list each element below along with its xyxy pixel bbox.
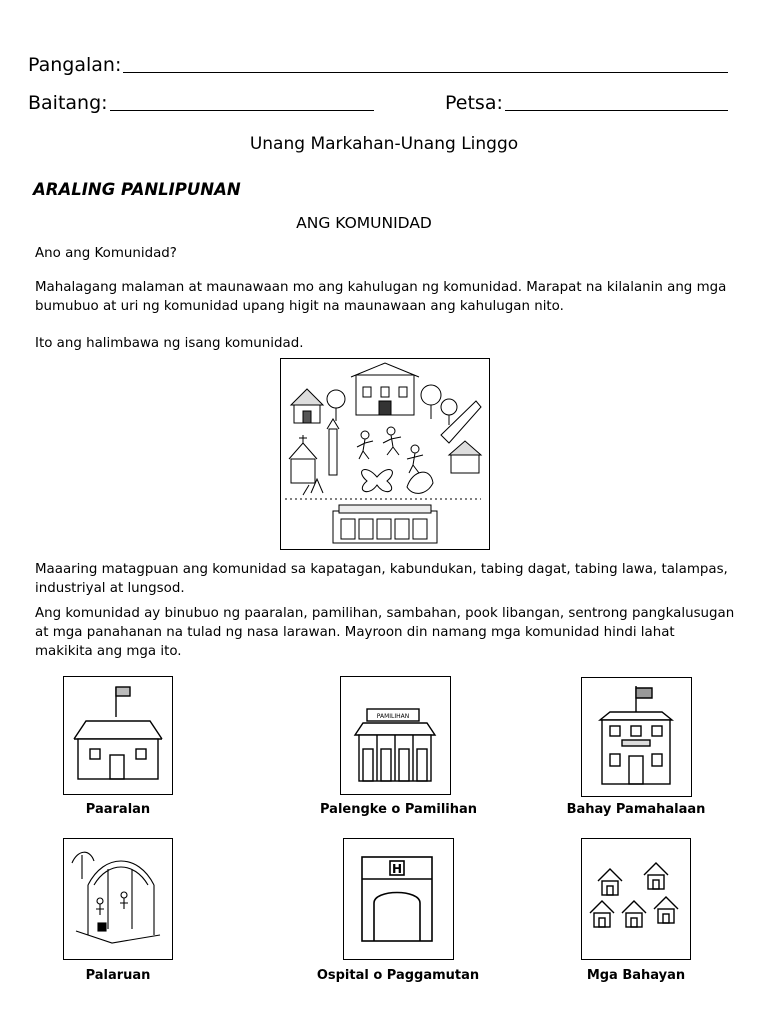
date-label: Petsa: [445, 92, 503, 114]
page-title: ANG KOMUNIDAD [296, 214, 432, 232]
grade-field[interactable] [28, 92, 374, 114]
picture-caption: Palengke o Pamilihan [320, 802, 478, 817]
name-field[interactable] [28, 54, 728, 76]
picture-caption: Ospital o Paggamutan [316, 968, 480, 983]
intro-paragraph: Mahalagang malaman at maunawaan mo ang kahulugan ng komunidad. Marapat na kilalanin ang mga bumubuo at uri ng komunidad upang higit na maunawaan ang kahulugan nito. [35, 280, 727, 314]
hospital-picture [343, 838, 454, 960]
date-line[interactable] [505, 94, 728, 111]
grade-line[interactable] [110, 94, 374, 111]
market-icon [341, 677, 449, 793]
community-scene-icon [281, 359, 488, 548]
market-picture [340, 676, 451, 795]
picture-caption: Mga Bahayan [586, 968, 686, 983]
houses-picture [581, 838, 691, 960]
picture-caption: Palaruan [85, 968, 151, 983]
community-illustration [280, 358, 490, 550]
name-line[interactable] [123, 56, 728, 73]
locations-paragraph: Maaaring matagpuan ang komunidad sa kapatagan, kabundukan, tabing dagat, tabing lawa, talampas, industriyal at lungsod. [35, 562, 728, 596]
intro-question: Ano ang Komunidad? [35, 246, 177, 261]
playground-icon [64, 839, 171, 958]
name-label: Pangalan: [28, 54, 122, 76]
town-hall-picture [581, 677, 692, 797]
components-paragraph: Ang komunidad ay binubuo ng paaralan, pamilihan, sambahan, pook libangan, sentrong pangkalusugan at mga panahanan na tulad ng nasa larawan. Mayroon din namang mga komunidad hindi lahat makikita ang mga ito. [35, 606, 735, 659]
school-icon [64, 677, 171, 793]
picture-caption: Paaralan [85, 802, 151, 817]
quarter-subtitle: Unang Markahan-Unang Linggo [249, 134, 519, 154]
playground-picture [63, 838, 173, 960]
hospital-sign: H [391, 862, 403, 876]
date-field[interactable] [445, 92, 728, 114]
subject-heading: ARALING PANLIPUNAN [33, 180, 241, 199]
example-line: Ito ang halimbawa ng isang komunidad. [35, 336, 304, 351]
picture-caption: Bahay Pamahalaan [566, 802, 706, 817]
town-hall-icon [582, 678, 690, 795]
grade-label: Baitang: [28, 92, 108, 114]
houses-icon [582, 839, 689, 958]
school-picture [63, 676, 173, 795]
market-sign: PAMILIHAN [376, 713, 410, 720]
hospital-icon [344, 839, 452, 958]
